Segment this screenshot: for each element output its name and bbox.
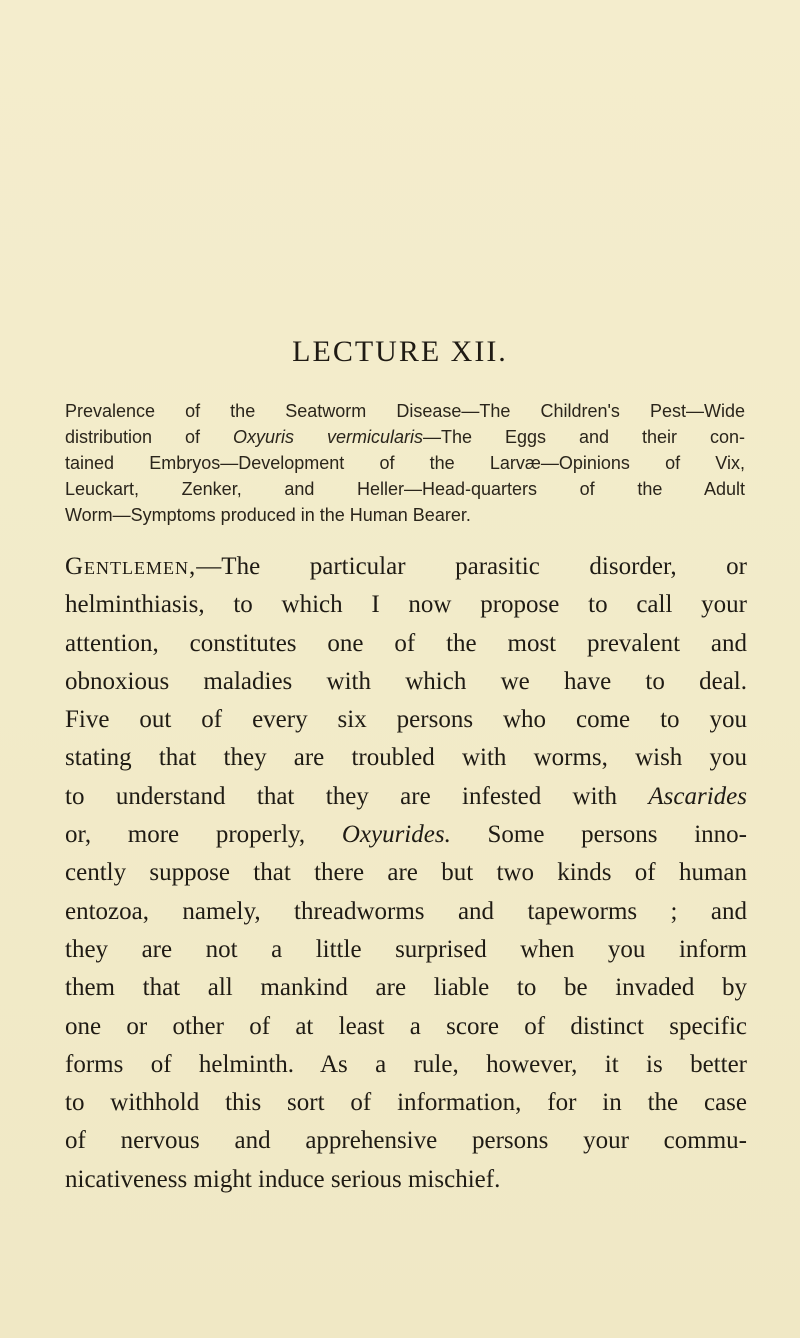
body-line: entozoa, namely, threadworms and tapeworms ; and	[65, 897, 747, 925]
body-text: or, more properly,	[65, 821, 342, 849]
body-line	[65, 548, 747, 586]
body-line: helminthiasis, to which I now propose to call your	[65, 591, 747, 619]
summary-line: tained Embryos—Development of the Larvæ—Opinions of Vix,	[65, 453, 745, 473]
lecture-body	[65, 548, 747, 1199]
body-text: to understand that they are infested with	[65, 782, 649, 810]
chapter-summary	[65, 398, 745, 528]
salutation: Gentlemen,	[65, 553, 197, 580]
summary-line: Prevalence of the Seatworm Disease—The Children's Pest—Wide	[65, 401, 745, 421]
body-text: Some persons inno-	[450, 821, 747, 849]
body-line: they are not a little surprised when you inform	[65, 935, 747, 963]
summary-text: distribution of	[65, 427, 233, 447]
body-line: one or other of at least a score of distinct specific	[65, 1012, 747, 1040]
summary-line: Leuckart, Zenker, and Heller—Head-quarters of the Adult	[65, 479, 745, 499]
body-line	[65, 816, 747, 854]
body-line: cently suppose that there are but two kinds of human	[65, 859, 747, 887]
genus-name: Oxyurides.	[341, 821, 451, 849]
body-line: nicativeness might induce serious mischief.	[65, 1165, 501, 1193]
genus-name: Ascarides	[648, 782, 747, 810]
summary-line	[65, 424, 745, 450]
summary-text: —The Eggs and their con-	[423, 427, 745, 447]
body-line: obnoxious maladies with which we have to deal.	[65, 667, 747, 695]
body-line: attention, constitutes one of the most prevalent and	[65, 629, 747, 657]
body-line: forms of helminth. As a rule, however, it is better	[65, 1050, 747, 1078]
body-line	[65, 778, 747, 816]
body-line: them that all mankind are liable to be invaded by	[65, 974, 747, 1002]
body-text: —The particular parasitic disorder, or	[196, 553, 747, 580]
body-line: stating that they are troubled with worms, wish you	[65, 744, 747, 772]
species-name: Oxyuris vermicularis	[233, 427, 423, 447]
body-line: to withhold this sort of information, for in the case	[65, 1089, 747, 1117]
summary-line: Worm—Symptoms produced in the Human Bearer.	[65, 505, 471, 525]
body-line: Five out of every six persons who come to you	[65, 706, 747, 734]
body-line: of nervous and apprehensive persons your commu-	[65, 1127, 747, 1155]
lecture-heading: LECTURE XII.	[292, 335, 508, 368]
